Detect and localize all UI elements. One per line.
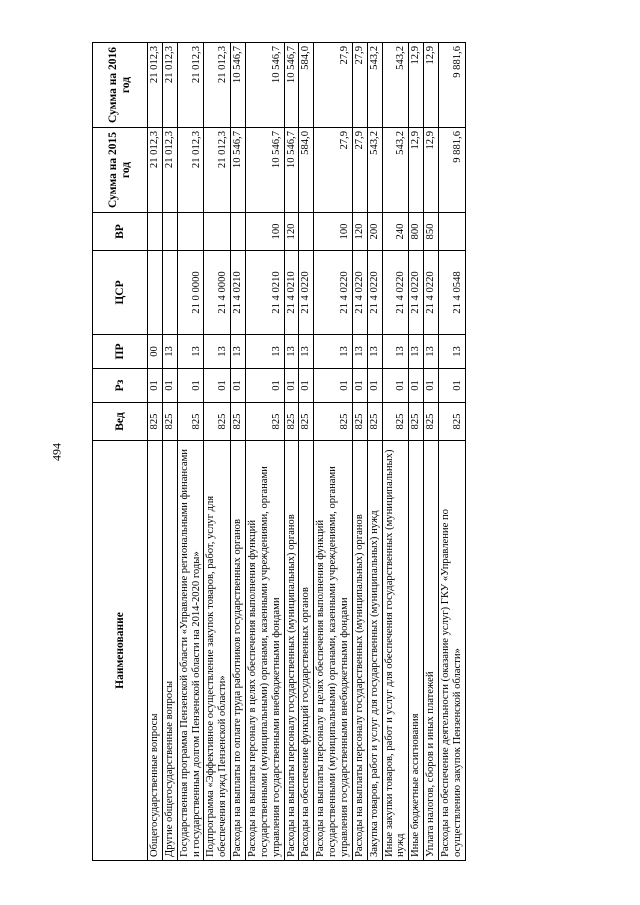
cell-name: Расходы на выплаты персоналу в целях обеспечения выполнения функций государственными (муниципальными) органами, казенными учреждениями, органами управления государственными внебюджетными фондами [246, 441, 285, 861]
cell-rz: 01 [231, 369, 246, 403]
cell-rz: 01 [439, 369, 466, 403]
cell-vr [439, 213, 466, 251]
cell-ved: 825 [162, 403, 177, 441]
cell-rz: 01 [246, 369, 285, 403]
cell-ved: 825 [299, 403, 314, 441]
cell-sum2016: 9 881,6 [439, 43, 466, 128]
cell-name: Расходы на выплаты персоналу государственных (муниципальных) органов [352, 441, 367, 861]
table-row [162, 43, 177, 861]
cell-name: Общегосударственные вопросы [148, 441, 163, 861]
cell-sum2016: 584,0 [299, 43, 314, 128]
cell-vr: 100 [246, 213, 285, 251]
cell-rz: 01 [382, 369, 409, 403]
header-vr: ВР [93, 213, 148, 251]
cell-csr: 21 4 0000 [204, 251, 231, 335]
cell-name: Иные закупки товаров, работ и услуг для обеспечения государственных (муниципальных) нужд [382, 441, 409, 861]
cell-pr: 13 [204, 335, 231, 369]
cell-pr: 13 [382, 335, 409, 369]
table-row [439, 43, 466, 861]
table-row [299, 43, 314, 861]
cell-ved: 825 [352, 403, 367, 441]
cell-csr: 21 4 0220 [382, 251, 409, 335]
cell-sum2016: 21 012,3 [177, 43, 204, 128]
cell-ved: 825 [148, 403, 163, 441]
cell-ved: 825 [246, 403, 285, 441]
header-csr: ЦСР [93, 251, 148, 335]
cell-rz: 01 [367, 369, 382, 403]
cell-sum2016: 12,9 [424, 43, 439, 128]
cell-ved: 825 [424, 403, 439, 441]
table-row [409, 43, 424, 861]
cell-sum2016: 543,2 [382, 43, 409, 128]
cell-rz: 01 [284, 369, 299, 403]
cell-vr [162, 213, 177, 251]
cell-name: Закупка товаров, работ и услуг для государственных (муниципальных) нужд [367, 441, 382, 861]
cell-csr: 21 4 0220 [352, 251, 367, 335]
table-row [314, 43, 353, 861]
cell-vr [231, 213, 246, 251]
cell-sum2015: 27,9 [314, 128, 353, 213]
cell-pr: 13 [231, 335, 246, 369]
cell-pr: 13 [409, 335, 424, 369]
cell-name: Уплата налогов, сборов и иных платежей [424, 441, 439, 861]
cell-pr: 13 [352, 335, 367, 369]
cell-csr: 21 4 0210 [284, 251, 299, 335]
cell-name: Расходы на выплаты персоналу в целях обеспечения выполнения функций государственными (муниципальными) органами, казенными учреждениями, органами управления государственными внебюджетными фондами [314, 441, 353, 861]
cell-pr: 13 [177, 335, 204, 369]
cell-sum2016: 21 012,3 [162, 43, 177, 128]
cell-vr: 240 [382, 213, 409, 251]
cell-csr: 21 4 0210 [231, 251, 246, 335]
cell-csr: 21 4 0220 [367, 251, 382, 335]
cell-sum2015: 21 012,3 [148, 128, 163, 213]
cell-csr: 21 4 0548 [439, 251, 466, 335]
table-row [284, 43, 299, 861]
cell-name: Государственная программа Пензенской области «Управление региональными финансами и государственным долгом Пензенской области на 2014-2020 годы» [177, 441, 204, 861]
cell-ved: 825 [382, 403, 409, 441]
header-row [93, 43, 148, 861]
header-sum-2015: Сумма на 2015 год [93, 128, 148, 213]
cell-sum2016: 10 546,7 [246, 43, 285, 128]
cell-vr: 120 [284, 213, 299, 251]
cell-rz: 01 [352, 369, 367, 403]
cell-ved: 825 [367, 403, 382, 441]
cell-sum2016: 543,2 [367, 43, 382, 128]
cell-rz: 01 [204, 369, 231, 403]
cell-csr: 21 4 0210 [246, 251, 285, 335]
cell-sum2015: 10 546,7 [284, 128, 299, 213]
cell-name: Другие общегосударственные вопросы [162, 441, 177, 861]
header-rz: Рз [93, 369, 148, 403]
cell-ved: 825 [204, 403, 231, 441]
cell-sum2015: 21 012,3 [177, 128, 204, 213]
cell-csr: 21 4 0220 [424, 251, 439, 335]
cell-csr: 21 4 0220 [314, 251, 353, 335]
cell-name: Иные бюджетные ассигнования [409, 441, 424, 861]
cell-pr: 13 [314, 335, 353, 369]
table-row [424, 43, 439, 861]
cell-ved: 825 [231, 403, 246, 441]
cell-rz: 01 [299, 369, 314, 403]
cell-rz: 01 [409, 369, 424, 403]
cell-rz: 01 [177, 369, 204, 403]
table-row [352, 43, 367, 861]
cell-csr: 21 4 0220 [409, 251, 424, 335]
cell-sum2016: 10 546,7 [284, 43, 299, 128]
table-row [204, 43, 231, 861]
cell-sum2016: 12,9 [409, 43, 424, 128]
cell-name: Расходы на обеспечение деятельности (оказание услуг) ГКУ «Управление по осуществлению закупок Пензенской области» [439, 441, 466, 861]
cell-csr [162, 251, 177, 335]
table-row [177, 43, 204, 861]
header-name: Наименование [93, 441, 148, 861]
cell-sum2015: 10 546,7 [231, 128, 246, 213]
cell-csr: 21 0 0000 [177, 251, 204, 335]
cell-name: Расходы на выплаты персоналу государственных (муниципальных) органов [284, 441, 299, 861]
cell-sum2016: 10 546,7 [231, 43, 246, 128]
cell-ved: 825 [314, 403, 353, 441]
cell-csr: 21 4 0220 [299, 251, 314, 335]
cell-pr: 13 [367, 335, 382, 369]
table-row [367, 43, 382, 861]
cell-vr [299, 213, 314, 251]
cell-pr: 13 [162, 335, 177, 369]
cell-sum2015: 12,9 [424, 128, 439, 213]
cell-sum2015: 9 881,6 [439, 128, 466, 213]
cell-vr [204, 213, 231, 251]
cell-sum2016: 21 012,3 [148, 43, 163, 128]
budget-table [92, 42, 466, 861]
table-row [231, 43, 246, 861]
cell-sum2015: 12,9 [409, 128, 424, 213]
cell-name: Расходы на обеспечение функций государственных органов [299, 441, 314, 861]
cell-sum2015: 543,2 [382, 128, 409, 213]
cell-name: Подпрограмма «Эффективное осуществление закупок товаров, работ, услуг для обеспечения нужд Пензенской области» [204, 441, 231, 861]
table-row [246, 43, 285, 861]
table-row [382, 43, 409, 861]
header-ved: Вед [93, 403, 148, 441]
cell-rz: 01 [162, 369, 177, 403]
cell-sum2015: 10 546,7 [246, 128, 285, 213]
cell-sum2016: 21 012,3 [204, 43, 231, 128]
cell-name: Расходы на выплаты по оплате труда работников государственных органов [231, 441, 246, 861]
cell-rz: 01 [424, 369, 439, 403]
cell-pr: 13 [246, 335, 285, 369]
header-pr: ПР [93, 335, 148, 369]
header-sum-2016: Сумма на 2016 год [93, 43, 148, 128]
cell-sum2015: 21 012,3 [204, 128, 231, 213]
cell-pr: 13 [299, 335, 314, 369]
cell-pr: 13 [439, 335, 466, 369]
cell-sum2015: 543,2 [367, 128, 382, 213]
cell-ved: 825 [439, 403, 466, 441]
rotated-table-container [92, 43, 560, 861]
cell-sum2015: 21 012,3 [162, 128, 177, 213]
cell-sum2016: 27,9 [314, 43, 353, 128]
cell-vr: 120 [352, 213, 367, 251]
cell-vr: 200 [367, 213, 382, 251]
cell-vr [177, 213, 204, 251]
cell-pr: 13 [284, 335, 299, 369]
cell-sum2016: 27,9 [352, 43, 367, 128]
cell-pr: 13 [424, 335, 439, 369]
cell-sum2015: 584,0 [299, 128, 314, 213]
page-number: 494 [49, 443, 64, 461]
cell-ved: 825 [177, 403, 204, 441]
cell-vr [148, 213, 163, 251]
table-row [148, 43, 163, 861]
cell-pr: 00 [148, 335, 163, 369]
cell-vr: 850 [424, 213, 439, 251]
cell-csr [148, 251, 163, 335]
cell-rz: 01 [314, 369, 353, 403]
cell-vr: 100 [314, 213, 353, 251]
cell-ved: 825 [284, 403, 299, 441]
cell-vr: 800 [409, 213, 424, 251]
cell-ved: 825 [409, 403, 424, 441]
cell-sum2015: 27,9 [352, 128, 367, 213]
cell-rz: 01 [148, 369, 163, 403]
